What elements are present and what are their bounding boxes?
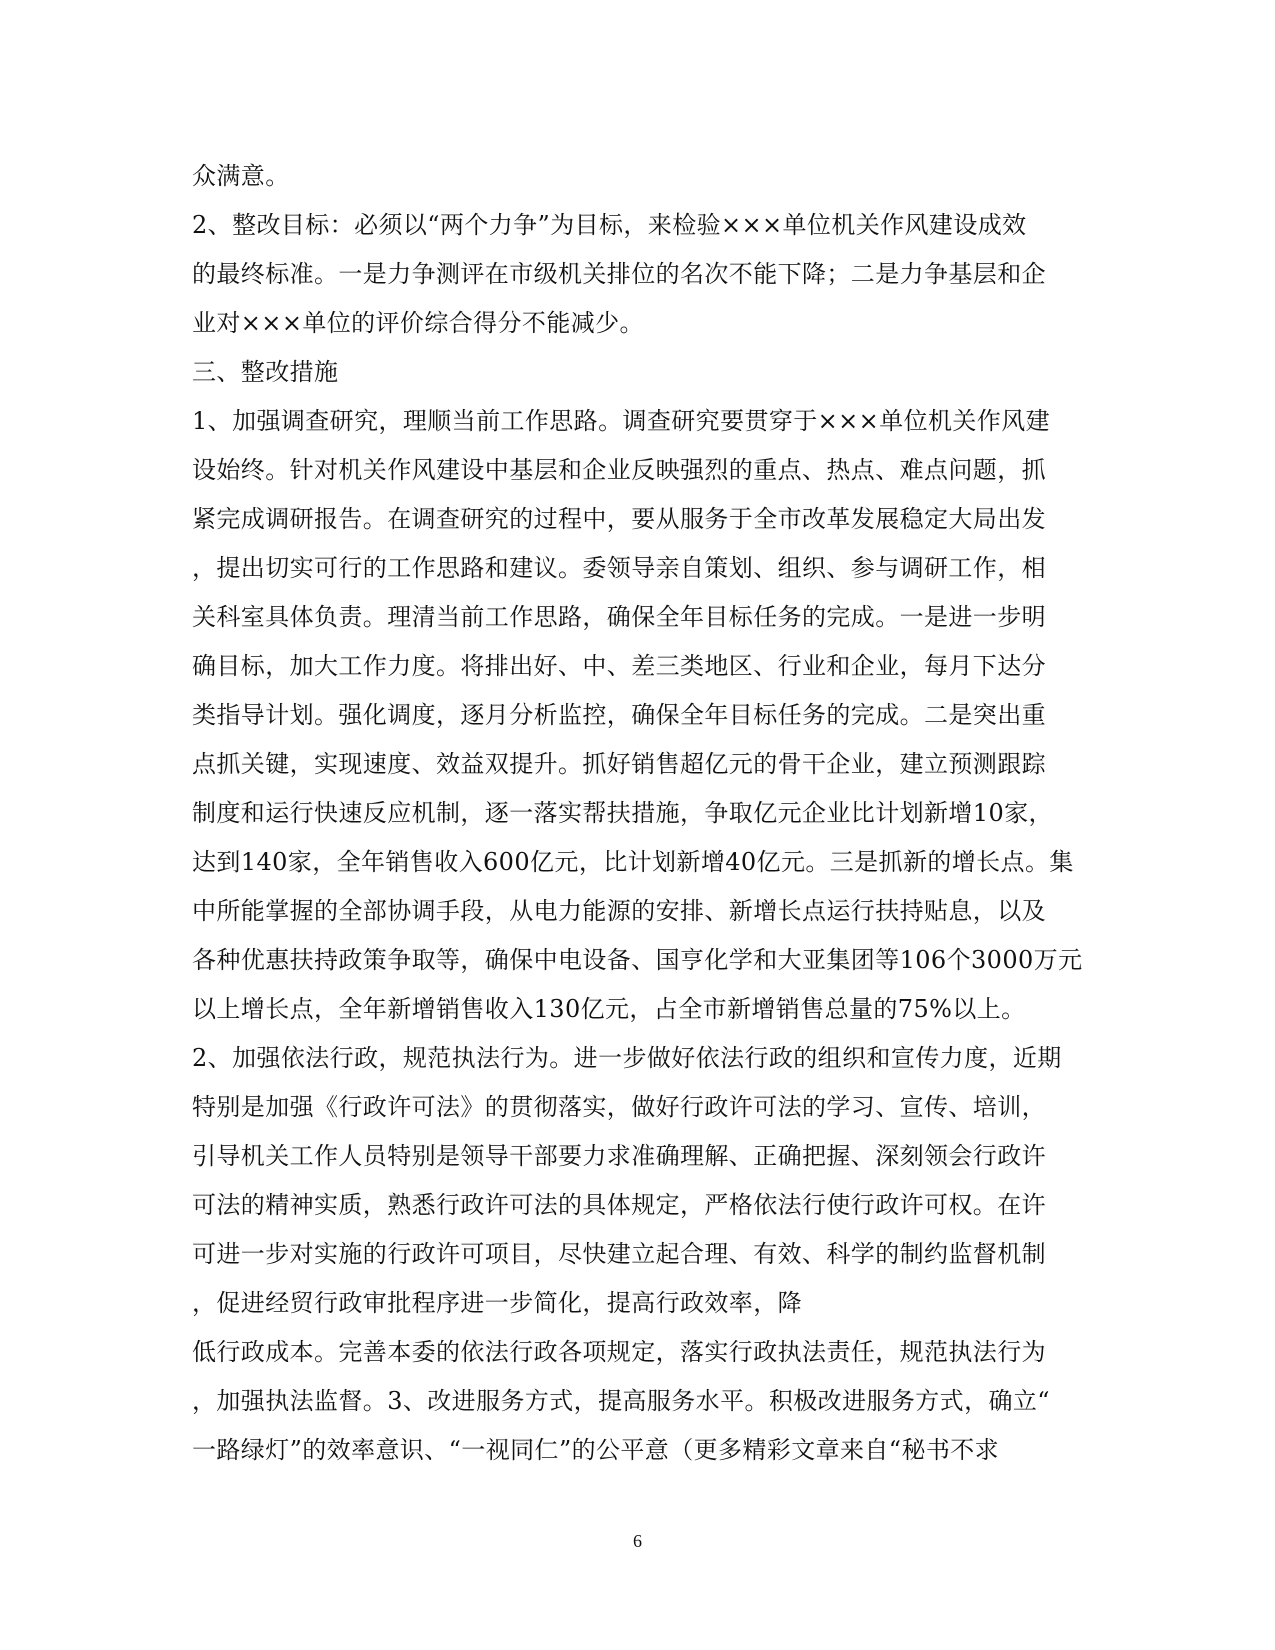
text-line: 引导机关工作人员特别是领导干部要力求准确理解、正确把握、深刻领会行政许 (192, 1142, 1046, 1170)
text-line: 业对×××单位的评价综合得分不能减少。 (192, 309, 644, 337)
text-line: ，促进经贸行政审批程序进一步简化，提高行政效率，降 (192, 1289, 802, 1317)
text-line: 达到140家，全年销售收入600亿元，比计划新增40亿元。三是抓新的增长点。集 (192, 848, 1074, 876)
text-line: 低行政成本。完善本委的依法行政各项规定，落实行政执法责任，规范执法行为 (192, 1338, 1046, 1366)
text-line: 中所能掌握的全部协调手段，从电力能源的安排、新增长点运行扶持贴息，以及 (192, 897, 1046, 925)
text-line: 以上增长点，全年新增销售收入130亿元，占全市新增销售总量的75%以上。 (192, 995, 1026, 1023)
text-line: 一路绿灯”的效率意识、“一视同仁”的公平意（更多精彩文章来自“秘书不求 (192, 1436, 1000, 1464)
page-number: 6 (633, 1531, 642, 1551)
text-line: 各种优惠扶持政策争取等，确保中电设备、国亨化学和大亚集团等106个3000万元 (192, 946, 1083, 974)
section-heading: 三、整改措施 (192, 358, 339, 386)
text-line: 可进一步对实施的行政许可项目，尽快建立起合理、有效、科学的制约监督机制 (192, 1240, 1046, 1268)
text-line: 众满意。 (192, 162, 290, 190)
text-line: 类指导计划。强化调度，逐月分析监控，确保全年目标任务的完成。二是突出重 (192, 701, 1046, 729)
text-line: 关科室具体负责。理清当前工作思路，确保全年目标任务的完成。一是进一步明 (192, 603, 1046, 631)
text-line: 的最终标准。一是力争测评在市级机关排位的名次不能下降；二是力争基层和企 (192, 260, 1046, 288)
text-line: ，加强执法监督。3、改进服务方式，提高服务水平。积极改进服务方式，确立“ (192, 1387, 1050, 1415)
text-line: ，提出切实可行的工作思路和建议。委领导亲自策划、组织、参与调研工作，相 (192, 554, 1046, 582)
text-line: 1、加强调查研究，理顺当前工作思路。调查研究要贯穿于×××单位机关作风建 (192, 407, 1050, 435)
text-line: 可法的精神实质，熟悉行政许可法的具体规定，严格依法行使行政许可权。在许 (192, 1191, 1046, 1219)
text-line: 设始终。针对机关作风建设中基层和企业反映强烈的重点、热点、难点问题，抓 (192, 456, 1046, 484)
text-line: 2、整改目标：必须以“两个力争”为目标，来检验×××单位机关作风建设成效 (192, 211, 1027, 239)
text-line: 2、加强依法行政，规范执法行为。进一步做好依法行政的组织和宣传力度，近期 (192, 1044, 1062, 1072)
text-line: 制度和运行快速反应机制，逐一落实帮扶措施，争取亿元企业比计划新增10家， (192, 799, 1053, 827)
body-text (192, 152, 1092, 1475)
text-line: 紧完成调研报告。在调查研究的过程中，要从服务于全市改革发展稳定大局出发 (192, 505, 1046, 533)
text-line: 确目标，加大工作力度。将排出好、中、差三类地区、行业和企业，每月下达分 (192, 652, 1046, 680)
text-line: 特别是加强《行政许可法》的贯彻落实，做好行政许可法的学习、宣传、培训， (192, 1093, 1046, 1121)
text-line: 点抓关键，实现速度、效益双提升。抓好销售超亿元的骨干企业，建立预测跟踪 (192, 750, 1046, 778)
